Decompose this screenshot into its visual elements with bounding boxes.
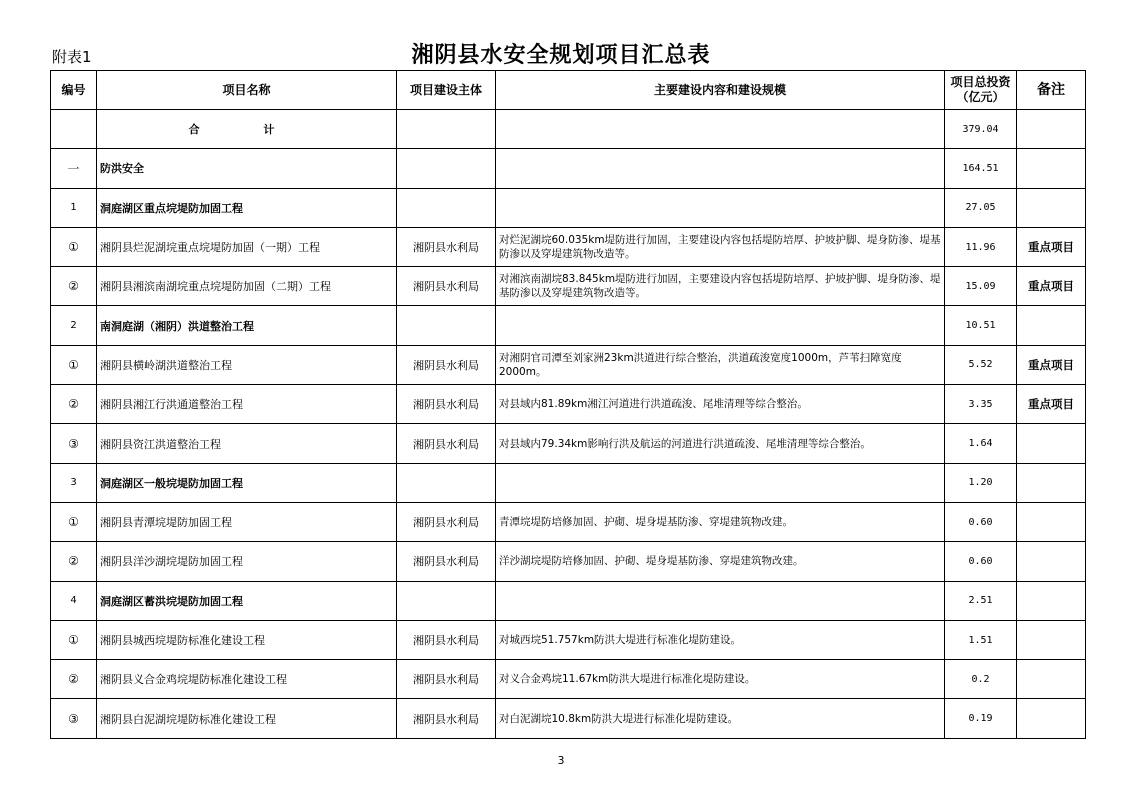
cell-note [1017,188,1086,227]
cell-note: 重点项目 [1017,385,1086,424]
table-row [51,699,1086,738]
cell-content [496,149,945,188]
cell-invest: 1.64 [945,424,1017,463]
cell-name: 湘阴县资江洪道整治工程 [97,424,397,463]
cell-note [1017,149,1086,188]
cell-entity: 湘阴县水利局 [397,345,496,384]
cell-name: 湘阴县湘江行洪通道整治工程 [97,385,397,424]
cell-note: 重点项目 [1017,267,1086,306]
cell-content [496,110,945,149]
cell-name: 湘阴县白泥湖垸堤防标准化建设工程 [97,699,397,738]
cell-entity [397,581,496,620]
cell-invest: 5.52 [945,345,1017,384]
cell-entity [397,306,496,345]
cell-note [1017,620,1086,659]
cell-no: ① [51,345,97,384]
cell-no: ② [51,542,97,581]
table-row [51,227,1086,266]
cell-content [496,188,945,227]
cell-note: 重点项目 [1017,345,1086,384]
cell-name: 防洪安全 [97,149,397,188]
cell-name: 湘阴县城西垸堤防标准化建设工程 [97,620,397,659]
cell-content: 对湘阴官司潭至刘家洲23km洪道进行综合整治，洪道疏浚宽度1000m，芦苇扫障宽度2000m。 [496,345,945,384]
cell-note [1017,660,1086,699]
cell-no: 3 [51,463,97,502]
cell-note [1017,699,1086,738]
cell-invest: 0.19 [945,699,1017,738]
cell-no: 4 [51,581,97,620]
cell-entity: 湘阴县水利局 [397,542,496,581]
cell-no: 一 [51,149,97,188]
table-row [51,306,1086,345]
header-note: 备注 [1017,71,1086,110]
header-name: 项目名称 [97,71,397,110]
cell-content: 青潭垸堤防培修加固、护砌、堤身堤基防渗、穿堤建筑物改建。 [496,502,945,541]
page-title: 湘阴县水安全规划项目汇总表 [411,43,711,68]
cell-content [496,581,945,620]
header-invest: 项目总投资 （亿元） [945,71,1017,110]
table-row [51,267,1086,306]
table-row [51,424,1086,463]
cell-name: 湘阴县义合金鸡垸堤防标准化建设工程 [97,660,397,699]
cell-content [496,463,945,502]
header-no: 编号 [51,71,97,110]
header-content: 主要建设内容和建设规模 [496,71,945,110]
project-summary-table [50,70,1086,739]
cell-no: 2 [51,306,97,345]
cell-no: ① [51,502,97,541]
table-row [51,385,1086,424]
table-row [51,542,1086,581]
cell-content: 对白泥湖垸10.8km防洪大堤进行标准化堤防建设。 [496,699,945,738]
cell-no: ① [51,227,97,266]
table-row [51,581,1086,620]
cell-no: ② [51,660,97,699]
cell-entity [397,188,496,227]
cell-entity: 湘阴县水利局 [397,699,496,738]
page-number: 3 [557,754,565,767]
cell-invest: 164.51 [945,149,1017,188]
table-row [51,660,1086,699]
cell-invest: 0.60 [945,542,1017,581]
cell-invest: 0.2 [945,660,1017,699]
cell-entity: 湘阴县水利局 [397,424,496,463]
cell-content: 对城西垸51.757km防洪大堤进行标准化堤防建设。 [496,620,945,659]
header-entity: 项目建设主体 [397,71,496,110]
cell-name: 湘阴县横岭湖洪道整治工程 [97,345,397,384]
cell-invest: 27.05 [945,188,1017,227]
table-row [51,149,1086,188]
cell-no: ③ [51,424,97,463]
cell-invest: 3.35 [945,385,1017,424]
cell-note [1017,463,1086,502]
cell-invest: 11.96 [945,227,1017,266]
cell-no: ① [51,620,97,659]
header-row [51,71,1086,110]
table-row [51,345,1086,384]
cell-no: ② [51,385,97,424]
cell-invest: 379.04 [945,110,1017,149]
cell-entity: 湘阴县水利局 [397,227,496,266]
cell-invest: 10.51 [945,306,1017,345]
table-row [51,110,1086,149]
cell-entity: 湘阴县水利局 [397,620,496,659]
cell-name: 南洞庭湖（湘阴）洪道整治工程 [97,306,397,345]
cell-entity: 湘阴县水利局 [397,267,496,306]
cell-invest: 1.20 [945,463,1017,502]
cell-note [1017,306,1086,345]
cell-name: 湘阴县洋沙湖垸堤防加固工程 [97,542,397,581]
cell-note [1017,581,1086,620]
cell-name: 湘阴县青潭垸堤防加固工程 [97,502,397,541]
cell-no: ② [51,267,97,306]
attachment-label: 附表1 [52,48,92,66]
cell-no [51,110,97,149]
cell-note [1017,110,1086,149]
cell-note: 重点项目 [1017,227,1086,266]
cell-invest: 1.51 [945,620,1017,659]
cell-name: 洞庭湖区蓄洪垸堤防加固工程 [97,581,397,620]
cell-note [1017,424,1086,463]
cell-content: 对县域内79.34km影响行洪及航运的河道进行洪道疏浚、尾堆清理等综合整治。 [496,424,945,463]
cell-entity [397,149,496,188]
cell-content [496,306,945,345]
cell-name: 洞庭湖区一般垸堤防加固工程 [97,463,397,502]
cell-content: 洋沙湖垸堤防培修加固、护砌、堤身堤基防渗、穿堤建筑物改建。 [496,542,945,581]
cell-entity: 湘阴县水利局 [397,385,496,424]
table-row [51,188,1086,227]
cell-content: 对湘滨南湖垸83.845km堤防进行加固，主要建设内容包括堤防培厚、护坡护脚、堤身防渗、堤基防渗以及穿堤建筑物改造等。 [496,267,945,306]
cell-name: 合 计 [97,110,397,149]
cell-invest: 2.51 [945,581,1017,620]
cell-entity [397,110,496,149]
table-row [51,620,1086,659]
cell-content: 对义合金鸡垸11.67km防洪大堤进行标准化堤防建设。 [496,660,945,699]
table-row [51,502,1086,541]
cell-name: 湘阴县烂泥湖垸重点垸堤防加固（一期）工程 [97,227,397,266]
cell-entity: 湘阴县水利局 [397,502,496,541]
cell-no: 1 [51,188,97,227]
cell-content: 对烂泥湖垸60.035km堤防进行加固，主要建设内容包括堤防培厚、护坡护脚、堤身防渗、堤基防渗以及穿堤建筑物改造等。 [496,227,945,266]
cell-entity [397,463,496,502]
cell-name: 湘阴县湘滨南湖垸重点垸堤防加固（二期）工程 [97,267,397,306]
cell-entity: 湘阴县水利局 [397,660,496,699]
table-row [51,463,1086,502]
cell-invest: 0.60 [945,502,1017,541]
cell-note [1017,502,1086,541]
cell-content: 对县域内81.89km湘江河道进行洪道疏浚、尾堆清理等综合整治。 [496,385,945,424]
cell-invest: 15.09 [945,267,1017,306]
cell-name: 洞庭湖区重点垸堤防加固工程 [97,188,397,227]
cell-no: ③ [51,699,97,738]
cell-note [1017,542,1086,581]
